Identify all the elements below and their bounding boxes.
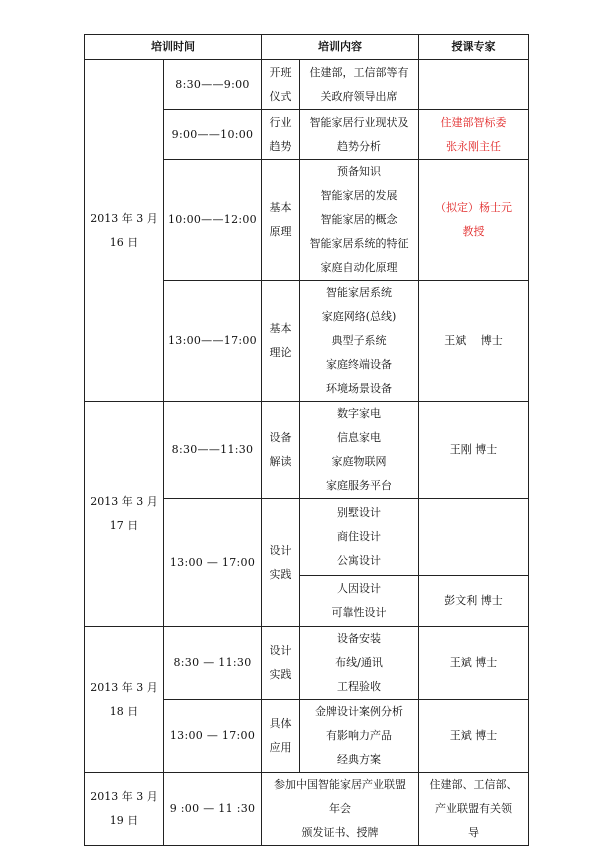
- time-cell: 13:00 — 17:00: [164, 700, 262, 773]
- expert-cell: 王斌 博士: [419, 700, 529, 773]
- content-cell: 人因设计 可靠性设计: [300, 576, 419, 627]
- time-cell: 13:00——17:00: [164, 281, 262, 402]
- content-cell: 智能家居系统 家庭网络(总线) 典型子系统 家庭终端设备 环境场景设备: [300, 281, 419, 402]
- time-cell: 9 :00 — 11 :30: [164, 773, 262, 846]
- expert-cell: （拟定）杨士元 教授: [419, 160, 529, 281]
- training-schedule-table: [84, 34, 529, 846]
- expert-cell: 住建部、工信部、 产业联盟有关领 导: [419, 773, 529, 846]
- topic-cell: 行业 趋势: [262, 110, 300, 160]
- time-cell: 9:00——10:00: [164, 110, 262, 160]
- expert-cell: 彭文利 博士: [419, 576, 529, 627]
- table-row: [85, 627, 529, 700]
- header-expert: 授课专家: [419, 35, 529, 60]
- time-cell: 13:00 — 17:00: [164, 499, 262, 627]
- expert-cell: 王斌 博士: [419, 281, 529, 402]
- expert-cell: 王刚 博士: [419, 402, 529, 499]
- content-cell: 别墅设计 商住设计 公寓设计: [300, 499, 419, 576]
- content-cell: 设备安装 布线/通讯 工程验收: [300, 627, 419, 700]
- table-row: [85, 773, 529, 846]
- content-cell: 参加中国智能家居产业联盟 年会 颁发证书、授牌: [262, 773, 419, 846]
- date-cell: 2013 年 3 月 16 日: [85, 60, 164, 402]
- topic-cell: 基本 理论: [262, 281, 300, 402]
- time-cell: 8:30——9:00: [164, 60, 262, 110]
- topic-cell: 具体 应用: [262, 700, 300, 773]
- content-cell: 住建部，工信部等有 关政府领导出席: [300, 60, 419, 110]
- table-row: [85, 60, 529, 110]
- date-cell: 2013 年 3 月 19 日: [85, 773, 164, 846]
- content-cell: 预备知识 智能家居的发展 智能家居的概念 智能家居系统的特征 家庭自动化原理: [300, 160, 419, 281]
- topic-cell: 基本 原理: [262, 160, 300, 281]
- date-cell: 2013 年 3 月 18 日: [85, 627, 164, 773]
- time-cell: 10:00——12:00: [164, 160, 262, 281]
- expert-cell: 王斌 博士: [419, 627, 529, 700]
- header-row: [85, 35, 529, 60]
- header-time: 培训时间: [85, 35, 262, 60]
- time-cell: 8:30——11:30: [164, 402, 262, 499]
- content-cell: 数字家电 信息家电 家庭物联网 家庭服务平台: [300, 402, 419, 499]
- content-cell: 智能家居行业现状及 趋势分析: [300, 110, 419, 160]
- table-row: [85, 402, 529, 499]
- header-content: 培训内容: [262, 35, 419, 60]
- date-cell: 2013 年 3 月 17 日: [85, 402, 164, 627]
- expert-cell: [419, 499, 529, 576]
- topic-cell: 开班 仪式: [262, 60, 300, 110]
- time-cell: 8:30 — 11:30: [164, 627, 262, 700]
- expert-cell: [419, 60, 529, 110]
- topic-cell: 设计 实践: [262, 627, 300, 700]
- expert-cell: 住建部智标委 张永刚主任: [419, 110, 529, 160]
- topic-cell: 设计 实践: [262, 499, 300, 627]
- topic-cell: 设备 解读: [262, 402, 300, 499]
- content-cell: 金牌设计案例分析 有影响力产品 经典方案: [300, 700, 419, 773]
